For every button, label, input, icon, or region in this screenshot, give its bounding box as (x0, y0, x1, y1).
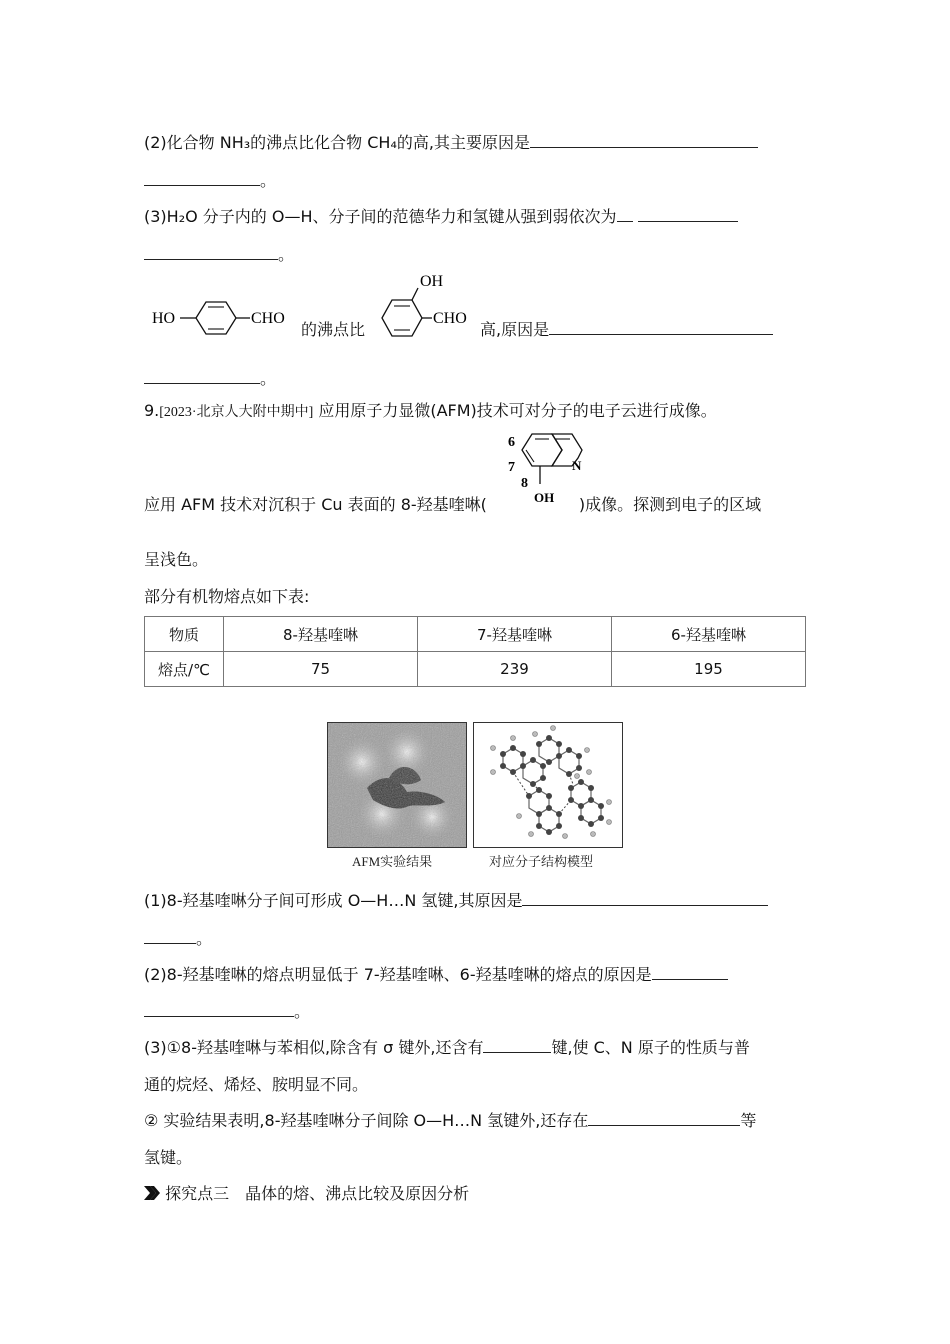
table-header-row (145, 617, 806, 652)
answer-blank[interactable] (144, 171, 260, 186)
melting-point-table (144, 616, 806, 687)
q9-part2-cont: 。 (144, 999, 310, 1022)
answer-blank[interactable] (549, 320, 773, 335)
section-heading: 探究点三 晶体的熔、沸点比较及原因分析 (144, 1181, 469, 1204)
table-header-cell: 8-羟基喹啉 (224, 617, 418, 652)
answer-blank[interactable] (588, 1111, 740, 1126)
q8-part2-cont: 。 (144, 168, 276, 191)
question-source: [2023·北京人大附中期中] (159, 405, 314, 420)
svg-text:OH: OH (420, 273, 444, 290)
q8-part4: 高,原因是 (480, 317, 773, 340)
q9-header: 9.[2023·北京人大附中期中] 应用原子力显微(AFM)技术可对分子的电子云进行成像。 (144, 401, 717, 420)
answer-blank[interactable] (530, 133, 758, 148)
o-hydroxybenzaldehyde-structure (378, 270, 478, 338)
svg-text:CHO: CHO (433, 310, 467, 327)
afm-caption: AFM实验结果 (352, 854, 433, 869)
model-caption: 对应分子结构模型 (489, 854, 594, 869)
svg-text:6: 6 (508, 435, 515, 450)
svg-text:7: 7 (508, 460, 515, 475)
q8-part4-cont: 。 (144, 366, 276, 389)
svg-text:HO: HO (152, 310, 176, 327)
svg-text:8: 8 (521, 476, 528, 491)
table-intro: 部分有机物熔点如下表: (144, 587, 310, 606)
q8-part3: (3)H₂O 分子内的 O—H、分子间的范德华力和氢键从强到弱依次为 (144, 204, 738, 227)
answer-blank[interactable] (617, 207, 633, 222)
table-header-cell: 6-羟基喹啉 (612, 617, 806, 652)
afm-image (327, 722, 467, 848)
q9-part3a: (3)①8-羟基喹啉与苯相似,除含有 σ 键外,还含有 键,使 C、N 原子的性质与普 (144, 1038, 750, 1057)
answer-blank[interactable] (144, 369, 260, 384)
table-header-cell: 7-羟基喹啉 (418, 617, 612, 652)
answer-blank[interactable] (144, 245, 278, 260)
q9-part2: (2)8-羟基喹啉的熔点明显低于 7-羟基喹啉、6-羟基喹啉的熔点的原因是 (144, 962, 728, 985)
answer-blank[interactable] (652, 965, 728, 980)
q9-line2: 应用 AFM 技术对沉积于 Cu 表面的 8-羟基喹啉( )成像。探测到电子的区域 (144, 495, 762, 514)
table-cell: 239 (418, 652, 612, 687)
molecular-model-image (473, 722, 623, 848)
table-header-cell: 物质 (145, 617, 224, 652)
q8-part4-mid: 的沸点比 (301, 320, 366, 339)
table-row (145, 652, 806, 687)
double-chevron-icon (144, 1186, 160, 1200)
answer-blank[interactable] (483, 1038, 551, 1053)
q9-line3: 呈浅色。 (144, 550, 209, 569)
answer-blank[interactable] (144, 1002, 294, 1017)
p-hydroxybenzaldehyde-structure (150, 298, 300, 338)
q9-part1-cont: 。 (144, 926, 212, 949)
q8-part2: (2)化合物 NH₃的沸点比化合物 CH₄的高,其主要原因是 (144, 130, 758, 153)
answer-blank[interactable] (144, 929, 196, 944)
svg-text:N: N (572, 458, 582, 473)
table-cell: 195 (612, 652, 806, 687)
q9-part3b: ② 实验结果表明,8-羟基喹啉分子间除 O—H…N 氢键外,还存在 等 (144, 1111, 757, 1130)
q9-part3a-cont: 通的烷烃、烯烃、胺明显不同。 (144, 1075, 369, 1094)
q9-part1: (1)8-羟基喹啉分子间可形成 O—H…N 氢键,其原因是 (144, 888, 768, 911)
answer-blank[interactable] (638, 207, 738, 222)
answer-blank[interactable] (522, 891, 768, 906)
svg-text:CHO: CHO (251, 310, 285, 327)
table-row-label: 熔点/℃ (145, 652, 224, 687)
svg-text:OH: OH (534, 490, 555, 505)
table-cell: 75 (224, 652, 418, 687)
q9-part3b-cont: 氢键。 (144, 1148, 193, 1167)
q8-part3-cont: 。 (144, 242, 294, 265)
